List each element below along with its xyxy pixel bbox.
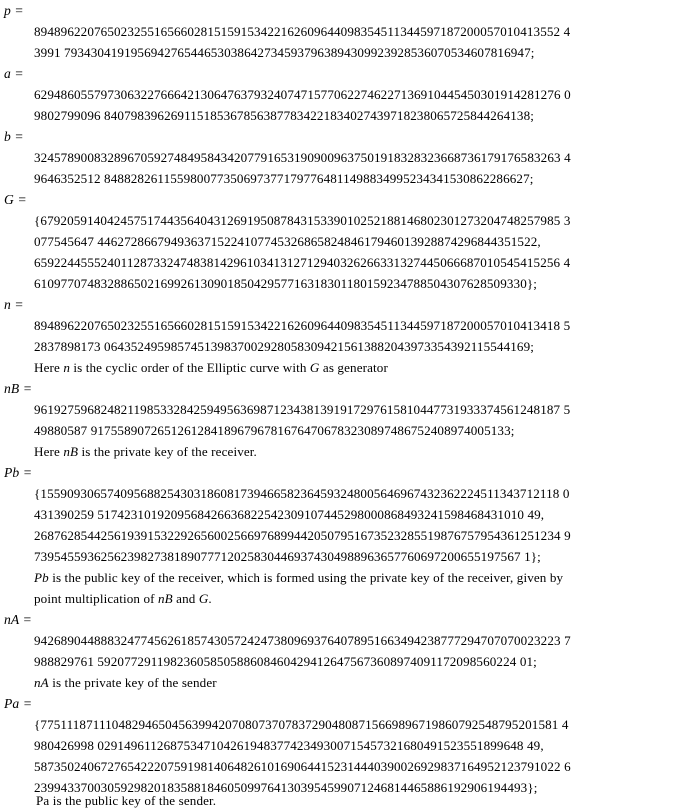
value-p-line-1: 8948962207650232551656602815159153422162609644098354511344597187200057010413552 4 <box>34 24 571 39</box>
value-nA-line-1: 9426890448883247745626185743057242473809693764078951663494238777294707070023223 7 <box>34 633 571 648</box>
note-n: Here n is the cyclic order of the Elliptic curve with G as generator <box>34 360 388 375</box>
value-a-line-1: 6294860557973063227666421306476379324074715770622746227136910445450301914281276 0 <box>34 87 571 102</box>
value-Pb-line-3: 2687628544256193915322926560025669768994420507951673523285519876757954361251234 9 <box>34 528 571 543</box>
label-Pa: Pa = <box>4 696 33 711</box>
value-Pa-line-2: 980426998 0291496112687534710426194837742349300715457321680491523551899648 49, <box>34 738 544 753</box>
value-nB-line-1: 9619275968248211985332842594956369871234381391917297615810447731933374561248187 5 <box>34 402 571 417</box>
value-G-line-2: 077545647 446272866794936371522410774532686582484617946013928874296844351522, <box>34 234 541 249</box>
note-nA: nA is the private key of the sender <box>34 675 217 690</box>
value-p-line-2: 3991 7934304191956942765446530386427345937963894309923928536070534607816947; <box>34 45 535 60</box>
label-Pb: Pb = <box>4 465 33 480</box>
label-n: n = <box>4 297 24 312</box>
label-a: a = <box>4 66 24 81</box>
value-a-line-2: 9802799096 8407983962691151853678563877834221834027439718238065725844264138; <box>34 108 535 123</box>
label-p: p = <box>4 3 24 18</box>
note-Pa: Pa is the public key of the sender. <box>36 793 217 808</box>
label-b: b = <box>4 129 24 144</box>
value-nB-line-2: 49880587 917558907265126128418967967816764706783230897486752408974005133; <box>34 423 515 438</box>
label-nB: nB = <box>4 381 33 396</box>
value-G-line-4: 61097707483288650216992613090185042957716318301180159234788504307628509330}; <box>34 276 538 291</box>
value-Pb-line-2: 431390259 5174231019209568426636822542309107445298000868493241598468431010 49, <box>34 507 545 522</box>
value-G-line-1: {679205914042457517443564043126919508784315339010252188146802301273204748257985 3 <box>34 213 571 228</box>
value-Pa-line-3: 5873502406727654222075919814064826101690644152314440390026929837164952123791022 6 <box>34 759 571 774</box>
value-nA-line-2: 988829761 592077291198236058505886084604294126475673608974091172098560224 01; <box>34 654 537 669</box>
note-Pb-line-2: point multiplication of nB and G. <box>34 591 212 606</box>
value-G-line-3: 6592244555240112873324748381429610341312712940326266331327445066687010545415256 4 <box>34 255 571 270</box>
value-n-line-1: 8948962207650232551656602815159153422162609644098354511344597187200057010413418 5 <box>34 318 571 333</box>
note-nB: Here nB is the private key of the receiver. <box>34 444 257 459</box>
value-Pa-line-1: {775111871110482946504563994207080737078372904808715669896719860792548795201581 4 <box>34 717 569 732</box>
label-G: G = <box>4 192 27 207</box>
value-b-line-1: 3245789008328967059274849584342077916531909009637501918328323668736179176583263 4 <box>34 150 571 165</box>
label-nA: nA = <box>4 612 32 627</box>
value-n-line-2: 2837898173 0643524959857451398370029280583094215613882043973354392115544169; <box>34 339 535 354</box>
value-Pb-line-4: 7395455936256239827381890777120258304469374304988963657760697200655197567 1}; <box>34 549 541 564</box>
value-b-line-2: 9646352512 8488282611559800773506973771797764811498834995234341530862286627; <box>34 171 534 186</box>
value-Pb-line-1: {155909306574095688254303186081739466582364593248005646967432362224511343712118 0 <box>34 486 570 501</box>
note-Pb-line-1: Pb is the public key of the receiver, which is formed using the private key of the receiver, given by <box>34 570 564 585</box>
value-Pa-line-4: 23994337003059298201835881846050997641303954599071246814465886192906194493}; <box>34 780 538 795</box>
